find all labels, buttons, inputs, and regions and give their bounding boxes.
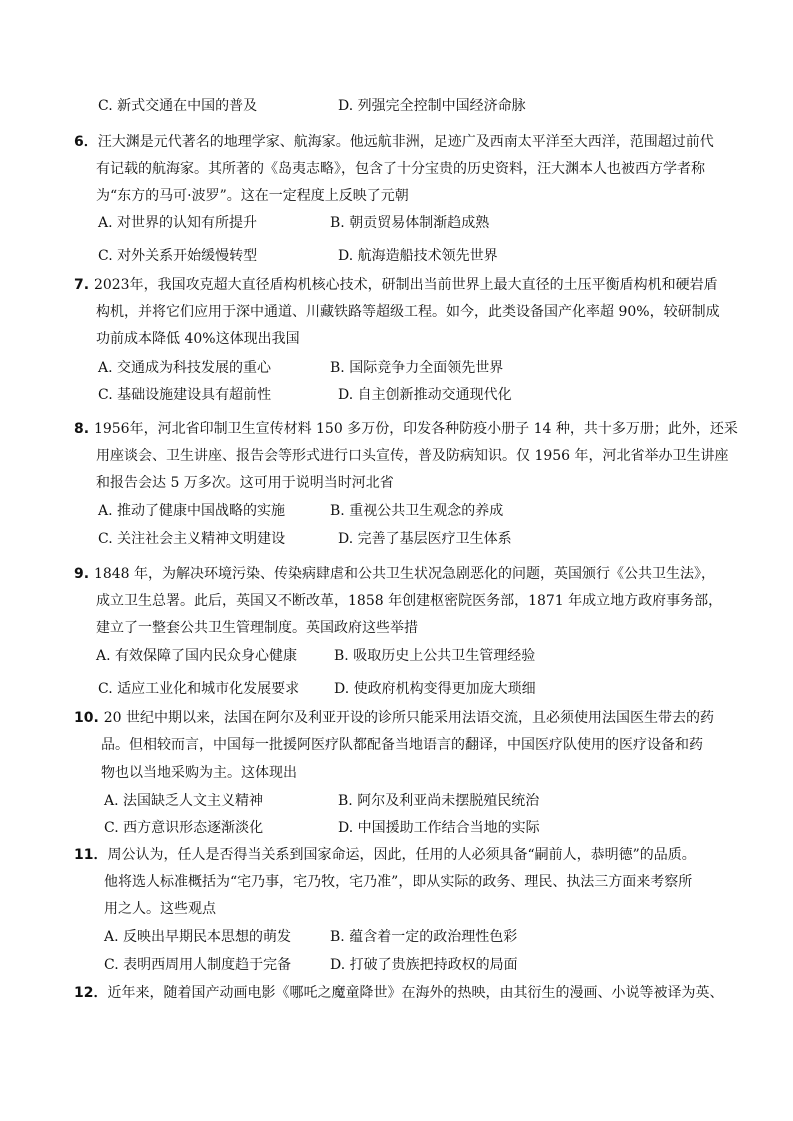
question-text: 周公认为，任人是否得当关系到国家命运，因此，任用的人必须具备“嗣前人，恭明德”的品质。 (107, 847, 696, 863)
question-text: 1848 年，为解决环境污染、传染病肆虐和公共卫生状况急剧恶化的问题，英国颁行《公共卫生法》， (93, 566, 716, 582)
option-b: B. 阿尔及利亚尚未摆脱殖民统治 (338, 793, 540, 809)
question-text: 品。但相较而言，中国每一批援阿医疗队都配备当地语言的翻译，中国医疗队使用的医疗设备和药 (101, 737, 703, 753)
option-d: D. 完善了基层医疗卫生体系 (338, 531, 512, 547)
question-number: 6． (74, 134, 98, 150)
option-b: B. 朝贡贸易体制渐趋成熟 (330, 215, 490, 231)
question-number: 11． (74, 847, 108, 863)
question-text: 他将选人标准概括为“宅乃事，宅乃牧，宅乃准”，即从实际的政务、理民、执法三方面来考察所 (104, 874, 693, 890)
question-text: 1956年，河北省印制卫生宣传材料 150 多万份，印发各种防疫小册子 14 种，共十多万册；此外，还采 (93, 421, 738, 437)
question-number: 7. (74, 277, 94, 293)
question-text: 近年来，随着国产动画电影《哪吒之魔童降世》在海外的热映，由其衍生的漫画、小说等被译为英、 (107, 985, 724, 1001)
question-text: 建立了一整套公共卫生管理制度。英国政府这些举措 (96, 620, 418, 636)
question-text: 功前成本降低 40%这体现出我国 (96, 331, 300, 347)
question-10 (74, 709, 714, 727)
option-d: D. 自主创新推动交通现代化 (338, 387, 512, 403)
question-text: 有记载的航海家。其所著的《岛夷志略》，包含了十分宝贵的历史资料，汪大渊本人也被西方学者称 (96, 161, 705, 177)
question-7 (74, 276, 718, 294)
option-d: D. 列强完全控制中国经济命脉 (338, 98, 526, 114)
option-c: C. 新式交通在中国的普及 (98, 98, 258, 114)
question-text: 用之人。这些观点 (104, 901, 216, 917)
option-a: A. 推动了健康中国战略的实施 (98, 503, 286, 519)
option-a: A. 反映出早期民本思想的萌发 (104, 929, 292, 945)
question-11 (74, 846, 696, 864)
question-number: 12． (74, 985, 108, 1001)
option-b: B. 蕴含着一定的政治理性色彩 (330, 929, 518, 945)
question-text: 2023年，我国攻克超大直径盾构机核心技术，研制出当前世界上最大直径的土压平衡盾构机和硬岩盾 (93, 277, 718, 293)
question-9 (74, 565, 715, 583)
question-text: 为“东方的马可·波罗”。这在一定程度上反映了元朝 (96, 188, 409, 204)
option-a: A. 对世界的认知有所提升 (98, 215, 258, 231)
option-c: C. 关注社会主义精神文明建设 (98, 531, 286, 547)
question-6 (74, 133, 714, 151)
question-text: 20 世纪中期以来，法国在阿尔及利亚开设的诊所只能采用法语交流，且必须使用法国医生带去的药 (103, 710, 714, 726)
option-a: A. 法国缺乏人文主义精神 (104, 793, 264, 809)
option-b: B. 吸取历史上公共卫生管理经验 (334, 648, 536, 664)
option-b: B. 重视公共卫生观念的养成 (330, 503, 504, 519)
option-d: D. 航海造船技术领先世界 (338, 248, 498, 264)
question-number: 10. (74, 710, 104, 726)
option-b: B. 国际竞争力全面领先世界 (330, 360, 504, 376)
option-d: D. 打破了贵族把持政权的局面 (330, 957, 518, 973)
option-d: D. 使政府机构变得更加庞大琐细 (334, 681, 536, 697)
question-text: 成立卫生总署。此后，英国又不断改革，1858 年创建枢密院医务部，1871 年成立地方政府事务部， (96, 593, 723, 609)
question-text: 构机，并将它们应用于深中通道、川藏铁路等超级工程。如今，此类设备国产化率超 90%，较研制成 (96, 304, 720, 320)
question-text: 和报告会达 5 万多次。这可用于说明当时河北省 (96, 475, 394, 491)
option-c: C. 基础设施建设具有超前性 (98, 387, 272, 403)
option-c: C. 西方意识形态逐渐淡化 (104, 820, 264, 836)
option-c: C. 表明西周用人制度趋于完备 (104, 957, 292, 973)
option-a: A. 交通成为科技发展的重心 (98, 360, 272, 376)
question-8 (74, 420, 738, 438)
option-d: D. 中国援助工作结合当地的实际 (338, 820, 540, 836)
question-number: 8. (74, 421, 94, 437)
question-text: 物也以当地采购为主。这体现出 (101, 765, 297, 781)
option-c: C. 对外关系开始缓慢转型 (98, 248, 258, 264)
question-text: 用座谈会、卫生讲座、报告会等形式进行口头宣传，普及防病知识。仅 1956 年，河北省举办卫生讲座 (96, 448, 729, 464)
option-a: A. 有效保障了国内民众身心健康 (96, 648, 298, 664)
question-text: 汪大渊是元代著名的地理学家、航海家。他远航非洲，足迹广及西南太平洋至大西洋，范围超过前代 (97, 134, 714, 150)
option-c: C. 适应工业化和城市化发展要求 (98, 681, 300, 697)
question-number: 9. (74, 566, 94, 582)
question-12 (74, 984, 723, 1002)
